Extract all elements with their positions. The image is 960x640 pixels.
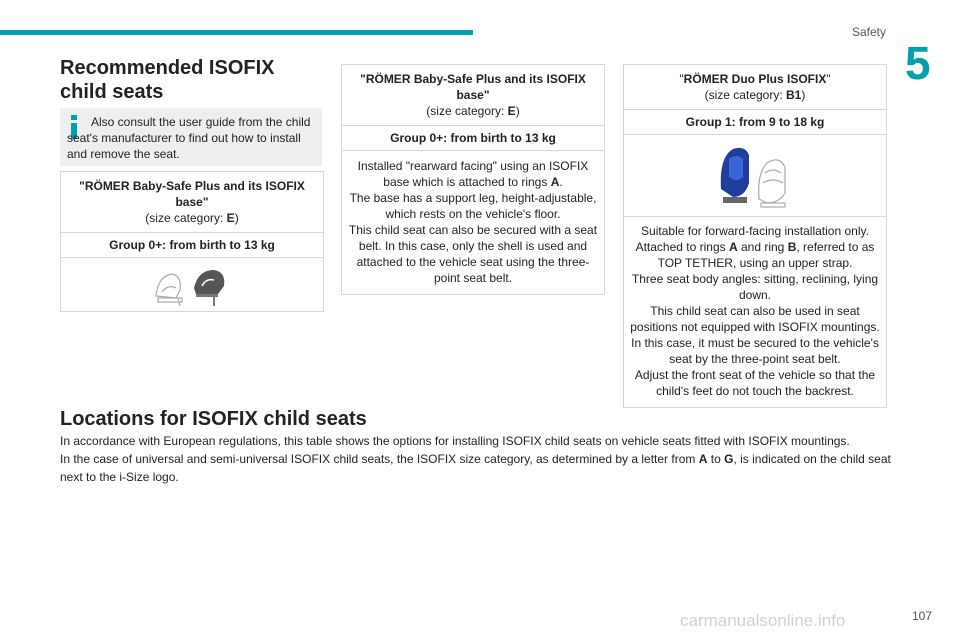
- seat-name: "RÖMER Duo Plus ISOFIX": [679, 72, 831, 86]
- recommended-heading: Recommended ISOFIX child seats: [60, 57, 275, 103]
- paragraph: In accordance with European regulations, this table shows the options for installing ISOFIX child seats on vehicle seats fitted with ISOFIX mountings.: [60, 434, 850, 448]
- child-seat-card-baby-safe-detail: [341, 64, 605, 295]
- size-category: (size category: E): [145, 211, 239, 225]
- duo-plus-seat-illustration: [715, 143, 795, 209]
- description-line: Three seat body angles: sitting, reclining, lying down.: [631, 272, 879, 302]
- section-title: Safety: [852, 25, 887, 39]
- seat-description: [624, 216, 886, 407]
- description-line: This child seat can also be used in seat positions not equipped with ISOFIX mountings. In this case, it must be secured to the vehicle's seat by the three-point seat belt.: [630, 304, 880, 366]
- baby-seat-illustration: [152, 262, 232, 308]
- description-line: This child seat can also be secured with a seat belt. In this case, only the shell is used and attached to the vehicle seat using the three-point seat belt.: [348, 223, 598, 285]
- paragraph: In the case of universal and semi-universal ISOFIX child seats, the ISOFIX size category, as determined by a letter from A to G, is indicated on the child seat next to the i-Size logo.: [60, 452, 891, 484]
- page-number: 107: [912, 609, 933, 623]
- locations-heading: Locations for ISOFIX child seats: [60, 408, 367, 430]
- description-line: Installed "rearward facing" using an ISOFIX base which is attached to rings A.: [357, 159, 589, 189]
- size-category: (size category: B1): [704, 88, 806, 102]
- seat-illustration: [61, 257, 323, 311]
- description-line: Suitable for forward-facing installation only. Attached to rings A and ring B, referred to as TOP TETHER, using an upper strap.: [635, 224, 875, 270]
- weight-group: Group 1: from 9 to 18 kg: [624, 109, 886, 134]
- description-line: The base has a support leg, height-adjustable, which rests on the vehicle's floor.: [349, 191, 597, 221]
- watermark: carmanualsonline.info: [680, 611, 846, 630]
- card-title: [624, 65, 886, 109]
- seat-name: "RÖMER Baby-Safe Plus and its ISOFIX base": [79, 179, 305, 209]
- weight-group: Group 0+: from birth to 13 kg: [342, 125, 604, 150]
- locations-body: [60, 432, 900, 486]
- size-category: (size category: E): [426, 104, 520, 118]
- card-title: [61, 172, 323, 232]
- weight-group: Group 0+: from birth to 13 kg: [61, 232, 323, 257]
- info-note: [60, 108, 322, 166]
- child-seat-card-baby-safe: [60, 171, 324, 312]
- seat-description: [342, 150, 604, 294]
- seat-name: "RÖMER Baby-Safe Plus and its ISOFIX base": [360, 72, 586, 102]
- child-seat-card-duo-plus: [623, 64, 887, 408]
- description-line: Adjust the front seat of the vehicle so that the child's feet do not touch the backrest.: [634, 368, 876, 398]
- seat-illustration: [624, 134, 886, 216]
- info-text: Also consult the user guide from the child seat's manufacturer to find out how to install and remove the seat.: [67, 115, 311, 161]
- header-accent-bar: [0, 30, 473, 35]
- card-title: [342, 65, 604, 125]
- chapter-number: 5: [905, 37, 931, 89]
